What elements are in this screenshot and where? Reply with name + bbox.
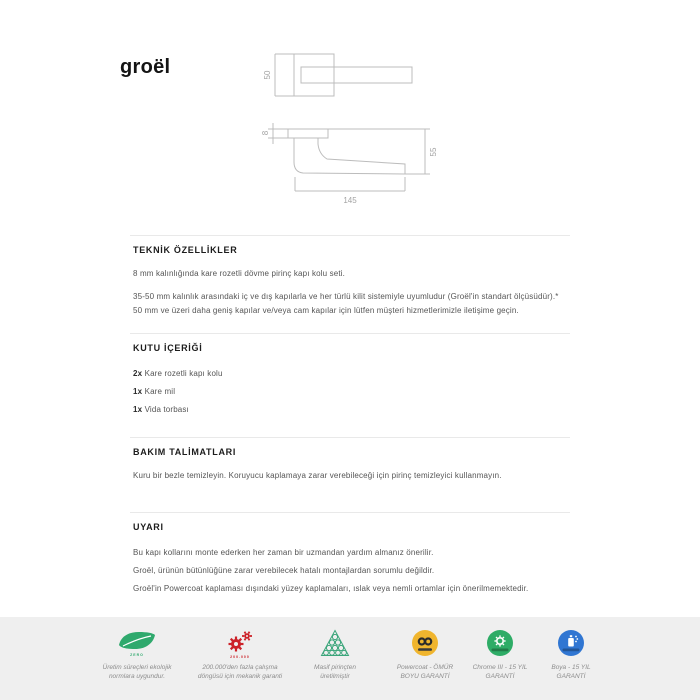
rosette-side [288,129,328,138]
side-view [261,123,438,205]
section-title: BAKIM TALİMATLARI [133,447,237,457]
dim-side-thickness: 8 [261,130,270,136]
warning-line: Groël'in Powercoat kaplaması dışındaki yüzey kaplamaları, ıslak veya nemli ortamlar için önerilmemektedir. [133,584,529,593]
paint-badge-icon [558,630,584,656]
section-box-contents [133,343,573,419]
badge-chrome-warranty [467,627,533,681]
section-divider [130,235,570,236]
footer-certifications [0,617,700,700]
technical-paragraph-1: 8 mm kalınlığında kare rozetli dövme pirinç kapı kolu seti. [133,269,346,278]
item-label: Kare mil [144,387,176,396]
eco-sub-label: ZERO [130,652,144,657]
front-view [263,54,412,96]
badge-powercoat-warranty [394,627,456,681]
brass-triangle-icon [320,629,350,657]
badge-eco [94,627,180,681]
section-technical [133,245,573,318]
technical-paragraph-2-line-1: 35-50 mm kalınlık arasındaki iç ve dış kapılarla ve her türlü kilit sistemiyle uyumludur (Groël'in standart ölçüsüdür).* [133,292,559,301]
section-title: UYARI [133,522,164,532]
technical-paragraph-2-line-2: 50 mm ve üzeri daha geniş kapılar ve/veya cam kapılar için lütfen müşteri hizmetlerimizle iletişime geçin. [133,306,519,315]
gears-icon [225,628,255,654]
rosette-front [294,54,334,96]
cycles-sub-label: 200.000 [230,654,250,659]
section-title: KUTU İÇERİĞİ [133,343,203,353]
dim-side-height: 55 [429,147,438,157]
infinity-badge-icon [412,630,438,656]
list-item [133,383,573,401]
warning-line: Bu kapı kollarını monte ederken her zaman bir uzmandan yardım almanız önerilir. [133,548,434,557]
item-quantity: 2x [133,369,143,378]
section-divider [130,437,570,438]
badge-caption: Üretim süreçleri ekolojik normlara uygundur. [102,664,172,680]
lever-side [294,138,405,174]
care-body: Kuru bir bezle temizleyin. Koruyucu kaplamaya zarar verebileceği için pirinç temizleyici kullanmayın. [133,471,502,480]
technical-drawing [253,44,453,209]
badge-caption: Masif pirinçten üretilmiştir [314,664,356,680]
item-quantity: 1x [133,405,143,414]
badge-mechanical-warranty [193,627,287,681]
badge-paint-warranty [546,627,596,681]
badge-caption: 200.000'den fazla çalışma döngüsü için mekanik garanti [197,664,283,680]
section-divider [130,512,570,513]
item-quantity: 1x [133,387,143,396]
list-item [133,365,573,383]
section-divider [130,333,570,334]
warning-line: Groël, ürünün bütünlüğüne zarar verebilecek hatalı montajlardan sorumlu değildir. [133,566,435,575]
badge-caption: Boya - 15 YIL GARANTİ [551,664,591,680]
chrome-badge-icon [487,630,513,656]
eco-leaf-icon [117,630,157,652]
badge-solid-brass [307,627,363,681]
badge-caption: Powercoat - ÖMÜR BOYU GARANTİ [396,664,454,680]
badge-caption: Chrome III - 15 YIL GARANTİ [472,664,528,680]
dim-front-width: 50 [263,70,272,80]
section-title: TEKNİK ÖZELLİKLER [133,245,238,255]
item-label: Vida torbası [144,405,189,414]
section-warning [133,522,573,598]
dim-side-length: 145 [343,196,357,205]
list-item [133,401,573,419]
brand-logo: groël [120,56,171,78]
lever-front [301,67,412,83]
item-label: Kare rozetli kapı kolu [144,369,223,378]
section-care [133,447,573,483]
